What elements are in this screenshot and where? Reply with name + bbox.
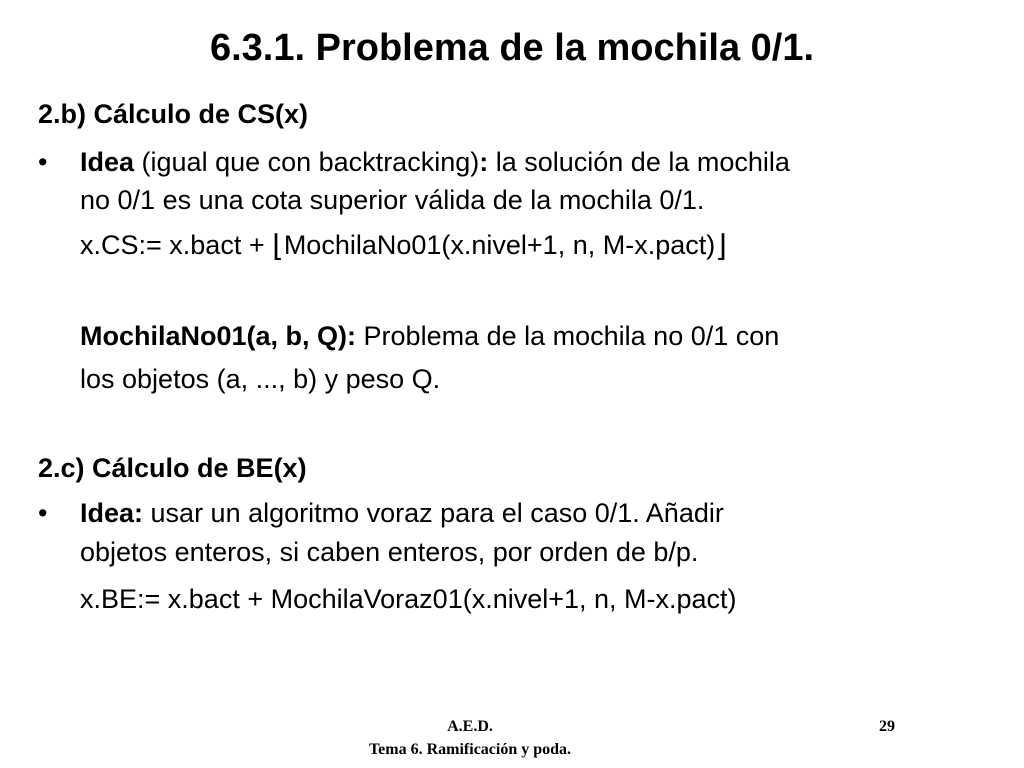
be-idea-line-1 bbox=[80, 496, 724, 530]
mochilano01-def-line-2: los objetos (a, ..., b) y peso Q. bbox=[80, 364, 441, 394]
cs-idea-line-2: no 0/1 es una cota superior válida de la mochila 0/1. bbox=[80, 185, 705, 215]
cs-idea-rest: la solución de la mochila bbox=[488, 147, 790, 177]
section-be-heading: 2.c) Cálculo de BE(x) bbox=[38, 453, 307, 483]
floor-left-bracket: ⌊ bbox=[272, 230, 284, 263]
be-idea-label: Idea: bbox=[80, 498, 144, 528]
mochilano01-def-rest: Problema de la mochila no 0/1 con bbox=[356, 321, 780, 351]
section-cs-heading: 2.b) Cálculo de CS(x) bbox=[38, 99, 309, 129]
cs-idea-colon: : bbox=[479, 147, 489, 177]
footer-topic: Tema 6. Ramificación y poda. bbox=[368, 741, 572, 758]
be-idea-rest: usar un algoritmo voraz para el caso 0/1. Añadir bbox=[143, 498, 724, 528]
bullet-be: • bbox=[38, 498, 48, 528]
cs-formula bbox=[80, 228, 727, 262]
slide-title: 6.3.1. Problema de la mochila 0/1. bbox=[209, 27, 815, 69]
footer-course: A.E.D. bbox=[447, 718, 493, 735]
cs-idea-paren: (igual que con backtracking) bbox=[134, 147, 480, 177]
be-formula: x.BE:= x.bact + MochilaVoraz01(x.nivel+1, n, M-x.pact) bbox=[80, 584, 737, 614]
mochilano01-def-line-1 bbox=[80, 319, 779, 353]
bullet-cs: • bbox=[38, 147, 48, 177]
floor-right-bracket: ⌋ bbox=[715, 230, 727, 263]
cs-formula-inner: MochilaNo01(x.nivel+1, n, M-x.pact) bbox=[283, 230, 716, 260]
cs-idea-line-1 bbox=[80, 145, 790, 179]
cs-formula-prefix: x.CS:= x.bact + bbox=[80, 230, 273, 260]
be-idea-line-2: objetos enteros, si caben enteros, por orden de b/p. bbox=[80, 537, 699, 567]
mochilano01-def-label: MochilaNo01(a, b, Q): bbox=[80, 321, 357, 351]
page-number: 29 bbox=[879, 718, 895, 735]
cs-idea-label: Idea bbox=[80, 147, 135, 177]
